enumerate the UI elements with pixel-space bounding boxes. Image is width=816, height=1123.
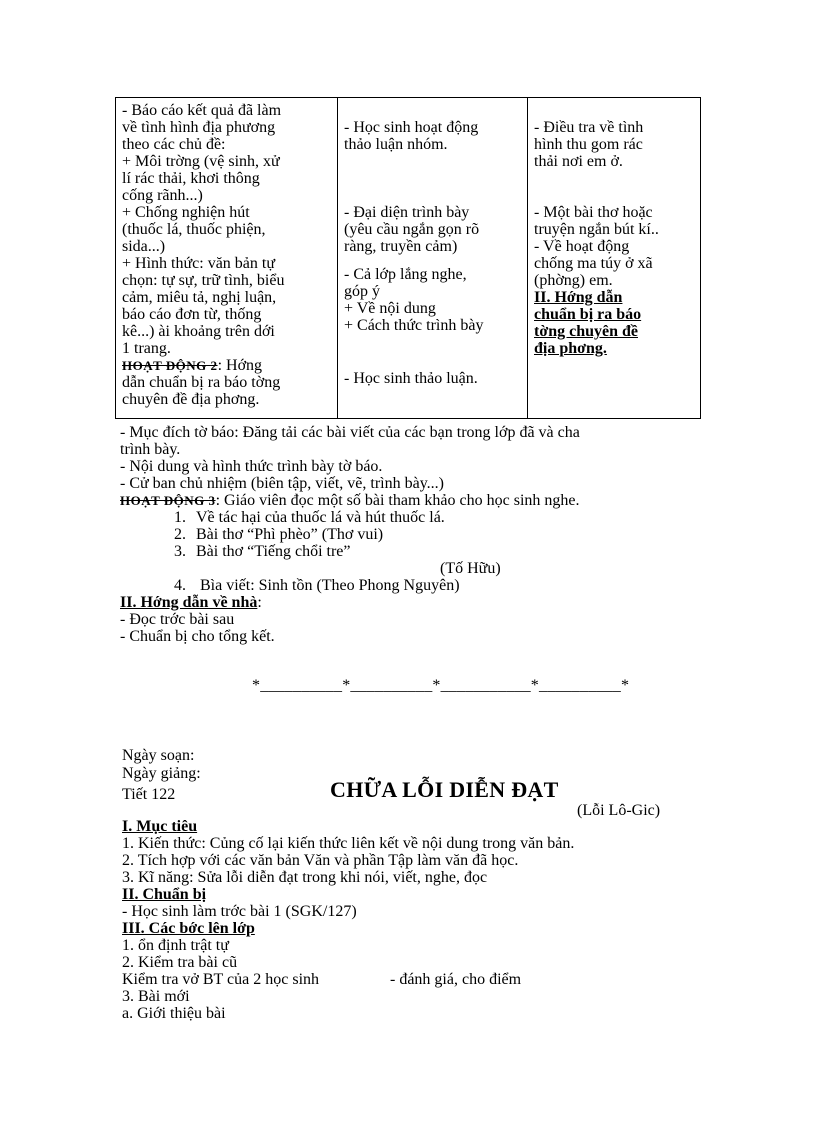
period: Tiết 122 [122, 786, 176, 803]
prep-line: - Học sinh làm trớc bài 1 (SGK/127) [122, 903, 357, 920]
homework-line: - Một bài thơ hoặc [534, 204, 653, 221]
homework-heading-line: II. Hớng dẫn [534, 289, 623, 306]
section-prep: II. Chuẩn bị [122, 886, 207, 903]
goal-item: 1. Kiến thức: Củng cố lại kiến thức liên kết về nội dung trong văn bản. [122, 835, 575, 852]
col3-group-b [534, 204, 695, 289]
separator: *__________*__________*___________*__________* [252, 677, 630, 694]
reading-item-num: 1. [174, 509, 186, 526]
content-line: kê...) ài khoảng trên dới [122, 323, 275, 340]
content-line: lí rác thải, khơi thông [122, 170, 260, 187]
step-a: a. Giới thiệu bài [122, 1005, 226, 1022]
reading-item-text: Bài thơ “Tiếng chổi tre” [196, 543, 351, 560]
board-line: - Cử ban chủ nhiệm (biên tập, viết, vẽ, trình bày...) [120, 475, 444, 492]
purpose-line-1: - Mục đích tờ báo: Đăng tải các bài viết của các bạn trong lớp đã và cha [120, 424, 580, 441]
reading-item-4 [174, 577, 460, 594]
student-line: + Về nội dung [344, 300, 436, 317]
student-line: - Học sinh hoạt động [344, 119, 479, 136]
author: (Tố Hữu) [440, 560, 501, 577]
content-line: dẫn chuẩn bị ra báo tờng [122, 374, 281, 391]
activity3-label: HOẠT ĐỘNG 3 [120, 493, 216, 508]
step-2: 2. Kiểm tra bài cũ [122, 954, 238, 971]
activity2-label: HOẠT ĐỘNG 2 [122, 358, 218, 373]
homework-line: chống ma túy ở xã [534, 255, 653, 272]
reading-item-text: Về tác hại của thuốc lá và hút thuốc lá. [196, 509, 445, 526]
reading-item-4-num: 4. [174, 577, 186, 594]
homework-line: - Điều tra về tình [534, 119, 644, 136]
col-homework [528, 98, 701, 419]
reading-item [174, 509, 445, 526]
reading-item [174, 526, 383, 543]
activity3-rest: : Giáo viên đọc một số bài tham khảo cho học sinh nghe. [215, 492, 580, 509]
student-line: góp ý [344, 283, 380, 300]
home-heading-text: II. Hớng dẫn về nhà [120, 594, 258, 611]
activity2-rest: : Hớng [217, 357, 263, 374]
lesson-title: CHỮA LỖI DIỄN ĐẠT [330, 777, 559, 802]
content-line: (thuốc lá, thuốc phiện, [122, 221, 266, 238]
content-line: sida...) [122, 238, 166, 255]
content-line: + Môi trờng (vệ sinh, xử [122, 153, 280, 170]
student-line: - Học sinh thảo luận. [344, 370, 478, 387]
student-line: (yêu cầu ngắn gọn rõ [344, 221, 480, 238]
content-line: chọn: tự sự, trữ tình, biểu [122, 272, 285, 289]
step-1: 1. ổn định trật tự [122, 937, 229, 954]
home-item-2: - Chuẩn bị cho tổng kết. [120, 628, 275, 645]
home-heading-colon: : [257, 594, 262, 611]
content-line: + Chống nghiện hút [122, 204, 250, 221]
content-line: cống rãnh...) [122, 187, 203, 204]
col-content [116, 98, 338, 419]
section-steps: III. Các bớc lên lớp [122, 920, 255, 937]
content-line: chuyên đề địa phơng. [122, 391, 260, 408]
col1-group1 [122, 102, 332, 357]
student-line: - Đại diện trình bày [344, 204, 470, 221]
col3-group-c [534, 289, 695, 357]
content-line: theo các chủ đề: [122, 136, 226, 153]
reading-item-4-text: Bìa viết: Sinh tồn (Theo Phong Nguyên) [200, 577, 460, 594]
student-line: ràng, truyền cảm) [344, 238, 458, 255]
activity-table [115, 97, 701, 419]
student-line: + Cách thức trình bày [344, 317, 484, 334]
homework-line: truyện ngắn bút kí.. [534, 221, 659, 238]
goal-item: 3. Kĩ năng: Sửa lỗi diễn đạt trong khi nói, viết, nghe, đọc [122, 869, 488, 886]
content-line: + Hình thức: văn bản tự [122, 255, 276, 272]
student-line: thảo luận nhóm. [344, 136, 448, 153]
step-3: 3. Bài mới [122, 988, 190, 1005]
section-goals: I. Mục tiêu [122, 818, 198, 835]
home-heading [120, 594, 262, 611]
content-line: cảm, miêu tả, nghị luận, [122, 289, 277, 306]
home-item-1: - Đọc trớc bài sau [120, 611, 235, 628]
reading-item-num: 2. [174, 526, 186, 543]
homework-heading-line: chuẩn bị ra báo [534, 306, 642, 323]
lesson-subtitle: (Lỗi Lô-Gic) [577, 802, 661, 819]
col2-group-d [344, 370, 522, 387]
activity3-line [120, 492, 580, 509]
homework-line: (phờng) em. [534, 272, 613, 289]
content-line: - Báo cáo kết quả đã làm [122, 102, 282, 119]
col3-group-a [534, 119, 695, 170]
goal-item: 2. Tích hợp với các văn bản Văn và phần Tập làm văn đã học. [122, 852, 519, 869]
homework-heading-line: địa phơng. [534, 340, 607, 357]
homework-line: thải nơi em ở. [534, 153, 623, 170]
homework-heading-line: tờng chuyên đề [534, 323, 638, 340]
col1-group2 [122, 374, 332, 408]
date-teach: Ngày giảng: [122, 765, 201, 782]
activity2-line [122, 357, 332, 374]
date-prepare: Ngày soạn: [122, 747, 195, 764]
col-student [338, 98, 528, 419]
col2-group-a [344, 119, 522, 153]
purpose-line-2: trình bày. [120, 441, 181, 458]
col2-group-c [344, 266, 522, 334]
content-line: 1 trang. [122, 340, 171, 357]
reading-item-num: 3. [174, 543, 186, 560]
homework-line: hình thu gom rác [534, 136, 643, 153]
content-line: - Nội dung và hình thức trình bày tờ báo. [120, 458, 383, 475]
reading-item [174, 543, 351, 560]
check-right: - đánh giá, cho điểm [390, 971, 522, 988]
reading-item-text: Bài thơ “Phì phèo” (Thơ vui) [196, 526, 384, 543]
content-line: báo cáo đơn từ, thống [122, 306, 262, 323]
student-line: - Cả lớp lắng nghe, [344, 266, 467, 283]
col2-group-b [344, 204, 522, 255]
homework-line: - Về hoạt động [534, 238, 630, 255]
content-line: về tình hình địa phương [122, 119, 276, 136]
check-left: Kiểm tra vở BT của 2 học sinh [122, 971, 320, 988]
